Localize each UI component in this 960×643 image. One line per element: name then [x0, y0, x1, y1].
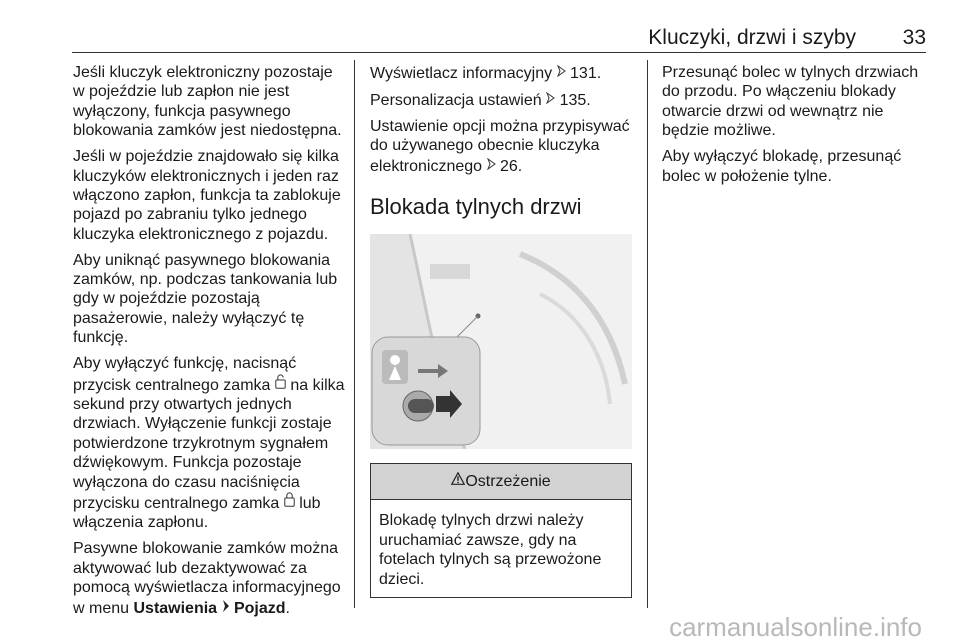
page-number: 33: [902, 26, 926, 49]
lock-icon: [284, 492, 295, 512]
paragraph: Jeśli kluczyk elektroniczny pozostaje w pojeździe lub zapłon nie jest wyłączony, funkcja pasywnego blokowania zamków jest niedostępna.: [73, 64, 342, 140]
page-reference-icon: [557, 63, 566, 82]
paragraph: Ustawienie opcji można przypisywać do używanego obecnie kluczyka elektronicznego 26.: [370, 117, 630, 175]
unlock-icon: [275, 374, 286, 394]
warning-box: [370, 463, 632, 598]
column-1: [73, 63, 347, 624]
column-divider-1: [354, 60, 355, 608]
text: Aby wyłączyć funkcję, nacisnąć przycisk centralnego zamka: [73, 355, 297, 394]
paragraph: [73, 354, 347, 533]
warning-text: Blokadę tylnych drzwi należy uruchamiać zawsze, gdy na fotelach tylnych są przewożone dzieci.: [379, 512, 602, 588]
header-title: Kluczyki, drzwi i szyby: [648, 26, 856, 49]
paragraph: Aby wyłączyć blokadę, przesunąć bolec w położenie tylne.: [662, 148, 902, 185]
header-rule: [72, 52, 926, 53]
arrow-right-icon: [222, 598, 230, 617]
warning-triangle-icon: [451, 471, 465, 490]
page-header: [72, 26, 926, 48]
paragraph: Pasywne blokowanie zamków można aktywować lub dezaktywować za pomocą wyświetlacza informacyjnego w menu Ustawienia Pojazd.: [73, 540, 341, 617]
text: Pasywne blokowanie zamków można aktywować lub dezaktywować za pomocą wyświetlacza informacyjnego w menu: [73, 540, 341, 617]
paragraph: Aby uniknąć pasywnego blokowania zamków, np. podczas tankowania lub gdy w pojeździe pozostają pasażerowie, należy wyłączyć tę funkcję.: [73, 251, 338, 347]
column-2: [370, 63, 632, 598]
column-3: [662, 63, 926, 192]
paragraph: Przesunąć bolec w tylnych drzwiach do przodu. Po włączeniu blokady otwarcie drzwi od wewnątrz nie będzie możliwe.: [662, 64, 919, 140]
rear-door-lock-illustration: [370, 234, 632, 449]
warning-title: Ostrzeżenie: [465, 473, 551, 491]
warning-header: [371, 464, 631, 500]
menu-item-vehicle: Pojazd: [233, 599, 286, 617]
paragraph: Wyświetlacz informacyjny 131.: [370, 65, 602, 82]
paragraph: Jeśli w pojeździe znajdowało się kilka kluczyków elektronicznych i jeden raz włączono zapłon, funkcja ta zablokuje pojazd po zabraniu tylko jednego kluczyka elektronicznego z pojazdu.: [73, 148, 341, 243]
watermark: carmanualsonline.info: [669, 612, 922, 642]
text: lub włączenia zapłonu.: [73, 495, 321, 532]
column-divider-2: [647, 60, 648, 608]
page-reference-icon: [546, 90, 555, 109]
section-heading: Blokada tylnych drzwi: [370, 194, 582, 220]
page-reference-icon: [487, 156, 496, 175]
menu-item-settings: Ustawienia: [133, 599, 218, 617]
paragraph: Personalizacja ustawień 135.: [370, 91, 591, 109]
text: na kilka sekund przy otwartych jednych drzwiach. Wyłączenie funkcji zostaje potwierdzone trzykrotnym sygnałem dźwiękowym. Funkcja pozostaje wyłączona do czasu naciśnięcia przycisku centralnego zamka: [73, 376, 345, 513]
